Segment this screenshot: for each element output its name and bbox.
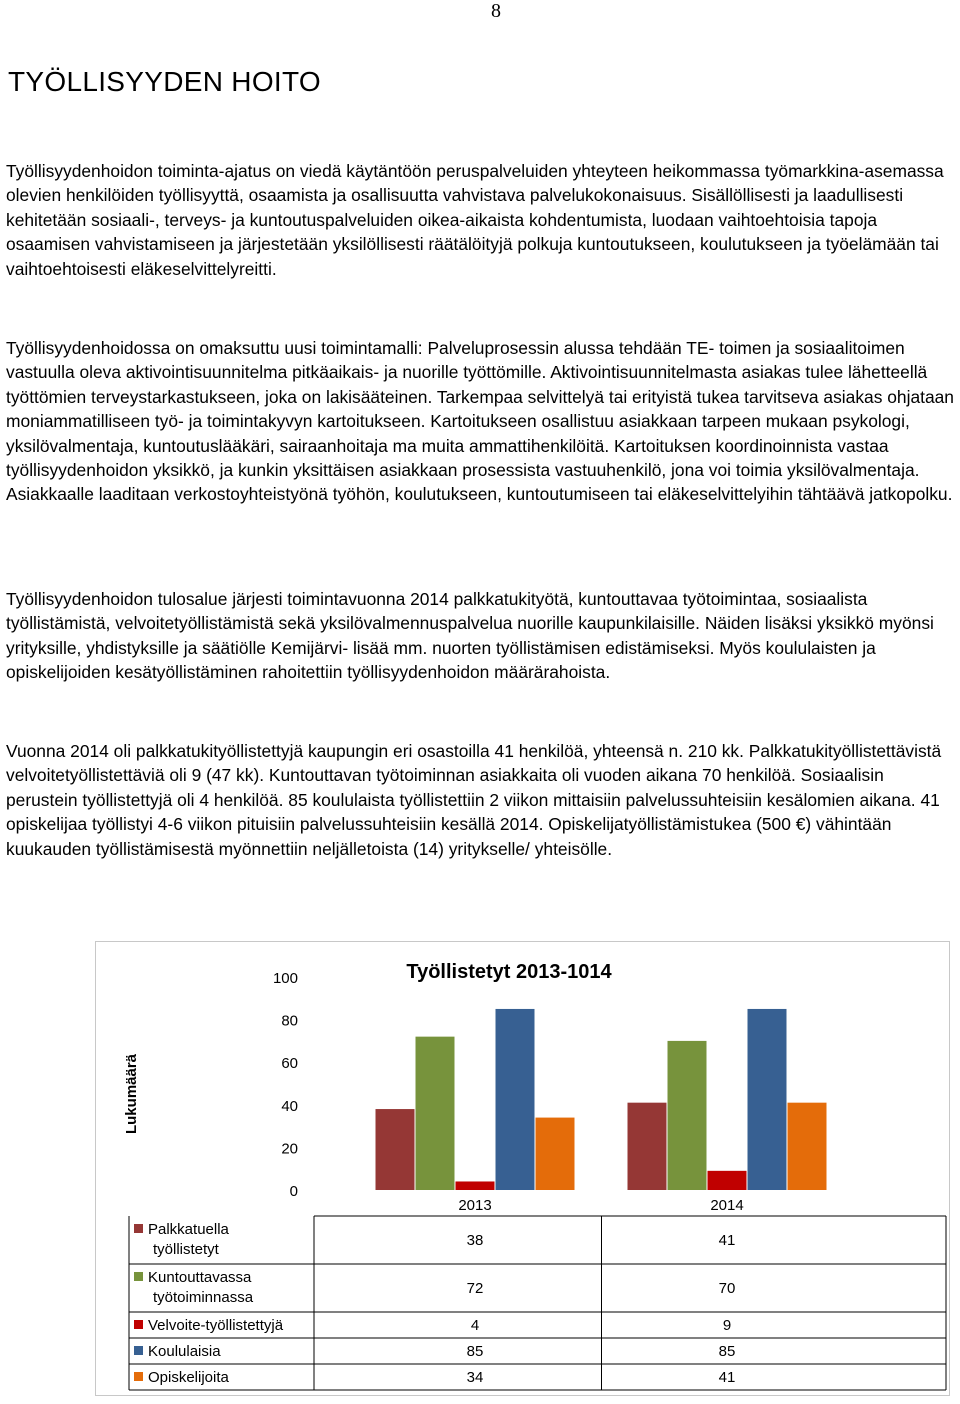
data-label: 85	[718, 1343, 736, 1360]
legend-label: työllistetyt	[153, 1241, 219, 1258]
legend-swatch	[134, 1224, 143, 1233]
bar-0-4	[536, 1118, 575, 1190]
data-label: 38	[466, 1232, 484, 1249]
y-tick-label: 40	[281, 1097, 298, 1115]
legend-label: Kuntouttavassa	[148, 1269, 252, 1286]
data-label: 9	[722, 1317, 732, 1334]
paragraph-intro: Työllisyydenhoidon toiminta-ajatus on viedä käytäntöön peruspalveluiden yhteyteen heikommassa työmarkkina-asemassa olevien henkilöiden työllisyyttä, osaamista ja osallisuutta vahvistava palvelukokonaisuus. Sisällöllisesti ja laadullisesti kehitetään sosiaali-, terveys- ja kuntoutuspalveluiden oikea-aikaista kohdentumista, luodaan vaihtoehtoisia tapoja osaamisen vahvistamiseen ja järjestetään yksilöllisesti räätälöityjä polkuja kuntoutukseen, koulutukseen ja työelämään tai vaihtoehtoisesti eläkeselvittelyreitti.	[6, 161, 944, 279]
bar-0-1	[416, 1037, 455, 1190]
legend-swatch	[134, 1346, 143, 1355]
data-label: 72	[466, 1280, 484, 1297]
y-tick-label: 20	[281, 1140, 298, 1158]
data-label: 70	[718, 1280, 736, 1297]
legend-label: Velvoite-työllistettyjä	[148, 1317, 284, 1334]
page-number: 8	[491, 0, 501, 22]
data-label: 41	[718, 1232, 736, 1249]
bar-1-2	[708, 1171, 747, 1190]
page-title: TYÖLLISYYDEN HOITO	[8, 66, 321, 97]
legend-label: Koululaisia	[148, 1343, 221, 1360]
legend-swatch	[134, 1320, 143, 1329]
bar-0-3	[496, 1009, 535, 1190]
legend-label: Opiskelijoita	[148, 1369, 229, 1386]
data-label: 4	[470, 1317, 480, 1334]
legend-label: Palkkatuella	[148, 1221, 229, 1238]
y-tick-label: 100	[272, 970, 298, 987]
y-axis-label: Lukumäärä	[123, 1053, 140, 1135]
bar-0-2	[456, 1181, 495, 1190]
data-label: 41	[718, 1369, 736, 1386]
paragraph-activities-2014: Työllisyydenhoidon tulosalue järjesti toimintavuonna 2014 palkkatukityötä, kuntouttavaa työtoimintaa, sosiaalista työllistämistä, velvoitetyöllistämistä sekä yksilövalmennuspalvelua nuorille kaupunkilaisille. Näiden lisäksi yksikkö myönsi yrityksille, yhdistyksille ja säätiölle Kemijärvi- lisää mm. nuorten työllistämisen edistämiseksi. Myös koululaisten ja opiskelijoiden kesätyöllistäminen rahoitettiin työllisyydenhoidon määrärahoista.	[6, 589, 934, 683]
x-category-label: 2014	[710, 1197, 744, 1214]
bar-1-0	[628, 1103, 667, 1190]
legend-swatch	[134, 1372, 143, 1381]
bar-0-0	[376, 1109, 415, 1190]
bar-1-4	[788, 1103, 827, 1190]
data-label: 85	[466, 1343, 484, 1360]
y-tick-label: 80	[281, 1012, 298, 1030]
y-tick-label: 60	[281, 1055, 298, 1073]
legend-swatch	[134, 1272, 143, 1281]
bar-1-3	[748, 1009, 787, 1190]
chart-title: Työllistetyt 2013-1014	[406, 961, 612, 983]
bar-1-1	[668, 1041, 707, 1190]
paragraph-operating-model: Työllisyydenhoidossa on omaksuttu uusi toimintamalli: Palveluprosessin alussa tehdään TE- toimen ja sosiaalitoimen vastuulla oleva aktivointisuunnitelma pitkäaikais- ja nuorille työttömille. Aktivointisuunnitelmasta asiakas tulee lähetteellä työttömien terveystarkastukseen, joka on lakisääteinen. Tarkempaa selvittelyä tai erityistä tukea tarvitseva asiakas ohjataan moniammatilliseen työ- ja toimintakyvyn kartoitukseen. Kartoitukseen osallistuu asiakkaan tarpeen mukaan psykologi, yksilövalmentaja, kuntoutuslääkäri, sairaanhoitaja ma muita ammattihenkilöitä. Kartoituksen koordinoinnista vastaa työllisyydenhoidon yksikkö, ja kunkin yksittäisen asiakkaan prosessista vastuuhenkilö, jona voi toimia yksilövalmentaja. Asiakkaalle laaditaan verkostoyhteistyönä työhön, koulutukseen, kuntoutumiseen tai eläkeselvittelyihin tähtäävä jatkopolku.	[6, 338, 954, 505]
paragraph-statistics-2014: Vuonna 2014 oli palkkatukityöllistettyjä kaupungin eri osastoilla 41 henkilöä, yhteensä n. 210 kk. Palkkatukityöllistettävistä velvoitetyöllistettäviä oli 9 (47 kk). Kuntouttavan työtoiminnan asiakkaita oli vuoden aikana 70 henkilöä. Sosiaalisin perustein työllistettyjä oli 4 henkilöä. 85 koululaista työllistettiin 2 viikon mittaisiin palvelussuhteisiin kesälomien aikana. 41 opiskelijaa työllistyi 4-6 viikon pituisiin palvelussuhteisiin kesällä 2014. Opiskelijatyöllistämistukea (500 €) vähintään kuukauden työllistämisestä myönnettiin neljälletoista (14) yritykselle/ yhteisölle.	[6, 741, 942, 859]
x-category-label: 2013	[458, 1197, 492, 1214]
y-tick-label: 0	[289, 1183, 298, 1200]
data-label: 34	[466, 1369, 484, 1386]
employment-chart	[96, 942, 951, 1397]
legend-label: työtoiminnassa	[153, 1289, 254, 1306]
chart-frame	[95, 941, 950, 1396]
